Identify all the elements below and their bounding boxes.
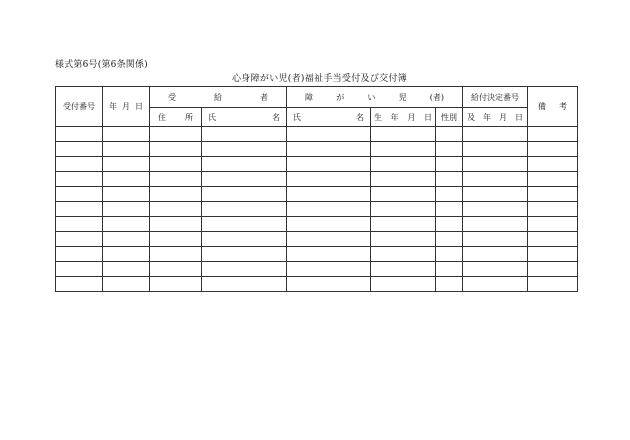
table-cell [150, 217, 202, 232]
table-cell [56, 172, 103, 187]
table-cell [287, 277, 371, 292]
table-cell [202, 142, 287, 157]
table-cell [287, 217, 371, 232]
table-row [56, 202, 578, 217]
table-cell [287, 202, 371, 217]
header-birth-date: 生 年 月 日 [371, 108, 436, 127]
table-cell [202, 247, 287, 262]
header-remarks: 備 考 [528, 87, 578, 127]
table-cell [287, 172, 371, 187]
header-sex: 性別 [436, 108, 463, 127]
table-cell [528, 277, 578, 292]
table-cell [463, 232, 528, 247]
table-cell [371, 187, 436, 202]
table-row [56, 127, 578, 142]
table-cell [371, 247, 436, 262]
table-cell [436, 127, 463, 142]
table-row [56, 172, 578, 187]
table-cell [371, 157, 436, 172]
table-cell [150, 187, 202, 202]
table-cell [436, 142, 463, 157]
table-cell [56, 142, 103, 157]
table-cell [56, 277, 103, 292]
table-cell [103, 202, 150, 217]
table-cell [103, 217, 150, 232]
table-cell [371, 262, 436, 277]
table-cell [463, 142, 528, 157]
table-cell [436, 277, 463, 292]
table-cell [202, 202, 287, 217]
table-cell [371, 232, 436, 247]
table-cell [103, 127, 150, 142]
table-cell [371, 277, 436, 292]
table-cell [528, 217, 578, 232]
table-cell [287, 142, 371, 157]
table-cell [150, 157, 202, 172]
table-cell [371, 172, 436, 187]
table-cell [150, 202, 202, 217]
table-cell [436, 157, 463, 172]
table-row [56, 262, 578, 277]
table-cell [528, 232, 578, 247]
header-address: 住 所 [150, 108, 202, 127]
table-row [56, 247, 578, 262]
table-cell [287, 247, 371, 262]
table-cell [287, 187, 371, 202]
table-cell [103, 262, 150, 277]
table-cell [202, 127, 287, 142]
table-cell [103, 172, 150, 187]
table-cell [103, 277, 150, 292]
table-cell [103, 232, 150, 247]
table-cell [56, 247, 103, 262]
table-cell [371, 217, 436, 232]
table-cell [436, 217, 463, 232]
table-cell [463, 202, 528, 217]
table-cell [371, 127, 436, 142]
table-row [56, 277, 578, 292]
table-cell [150, 142, 202, 157]
table-cell [463, 277, 528, 292]
table-cell [150, 277, 202, 292]
table-cell [287, 157, 371, 172]
table-cell [463, 157, 528, 172]
table-row [56, 142, 578, 157]
ledger-table [55, 86, 578, 292]
header-date: 年 月 日 [103, 87, 150, 127]
table-cell [287, 127, 371, 142]
table-cell [150, 232, 202, 247]
table-cell [528, 187, 578, 202]
table-cell [436, 172, 463, 187]
table-cell [150, 127, 202, 142]
table-cell [528, 247, 578, 262]
table-cell [56, 232, 103, 247]
table-cell [463, 187, 528, 202]
table-row [56, 157, 578, 172]
table-cell [436, 247, 463, 262]
table-cell [202, 187, 287, 202]
table-cell [150, 172, 202, 187]
table-cell [287, 232, 371, 247]
header-recipient: 受 給 者 [150, 87, 287, 108]
table-cell [103, 142, 150, 157]
table-cell [202, 262, 287, 277]
header-disabled-child: 障 が い 児 (者) [287, 87, 463, 108]
header-recipient-name: 氏 名 [202, 108, 287, 127]
table-row [56, 217, 578, 232]
table-cell [150, 262, 202, 277]
table-cell [528, 202, 578, 217]
table-cell [287, 262, 371, 277]
table-cell [202, 217, 287, 232]
header-decision-date: 及 年 月 日 [463, 108, 528, 127]
table-cell [56, 187, 103, 202]
table-cell [463, 262, 528, 277]
table-cell [436, 262, 463, 277]
table-cell [371, 202, 436, 217]
table-cell [436, 202, 463, 217]
table-cell [463, 127, 528, 142]
table-row [56, 187, 578, 202]
table-cell [103, 187, 150, 202]
table-cell [528, 127, 578, 142]
table-cell [463, 217, 528, 232]
header-receipt-number: 受付番号 [56, 87, 103, 127]
table-cell [150, 247, 202, 262]
table-cell [56, 262, 103, 277]
table-cell [528, 157, 578, 172]
table-cell [56, 157, 103, 172]
table-cell [202, 172, 287, 187]
table-cell [103, 157, 150, 172]
table-cell [463, 247, 528, 262]
header-decision-number: 給付決定番号 [463, 87, 528, 108]
table-cell [528, 142, 578, 157]
table-row [56, 232, 578, 247]
table-cell [463, 172, 528, 187]
table-cell [528, 262, 578, 277]
table-cell [56, 127, 103, 142]
form-number: 様式第6号(第6条関係) [55, 60, 148, 70]
table-cell [56, 217, 103, 232]
table-cell [436, 232, 463, 247]
table-cell [436, 187, 463, 202]
table-cell [56, 202, 103, 217]
header-child-name: 氏 名 [287, 108, 371, 127]
table-cell [202, 232, 287, 247]
table-cell [103, 247, 150, 262]
table-cell [202, 277, 287, 292]
page-title: 心身障がい児(者)福祉手当受付及び交付簿 [232, 74, 408, 84]
table-cell [371, 142, 436, 157]
table-cell [528, 172, 578, 187]
table-cell [202, 157, 287, 172]
